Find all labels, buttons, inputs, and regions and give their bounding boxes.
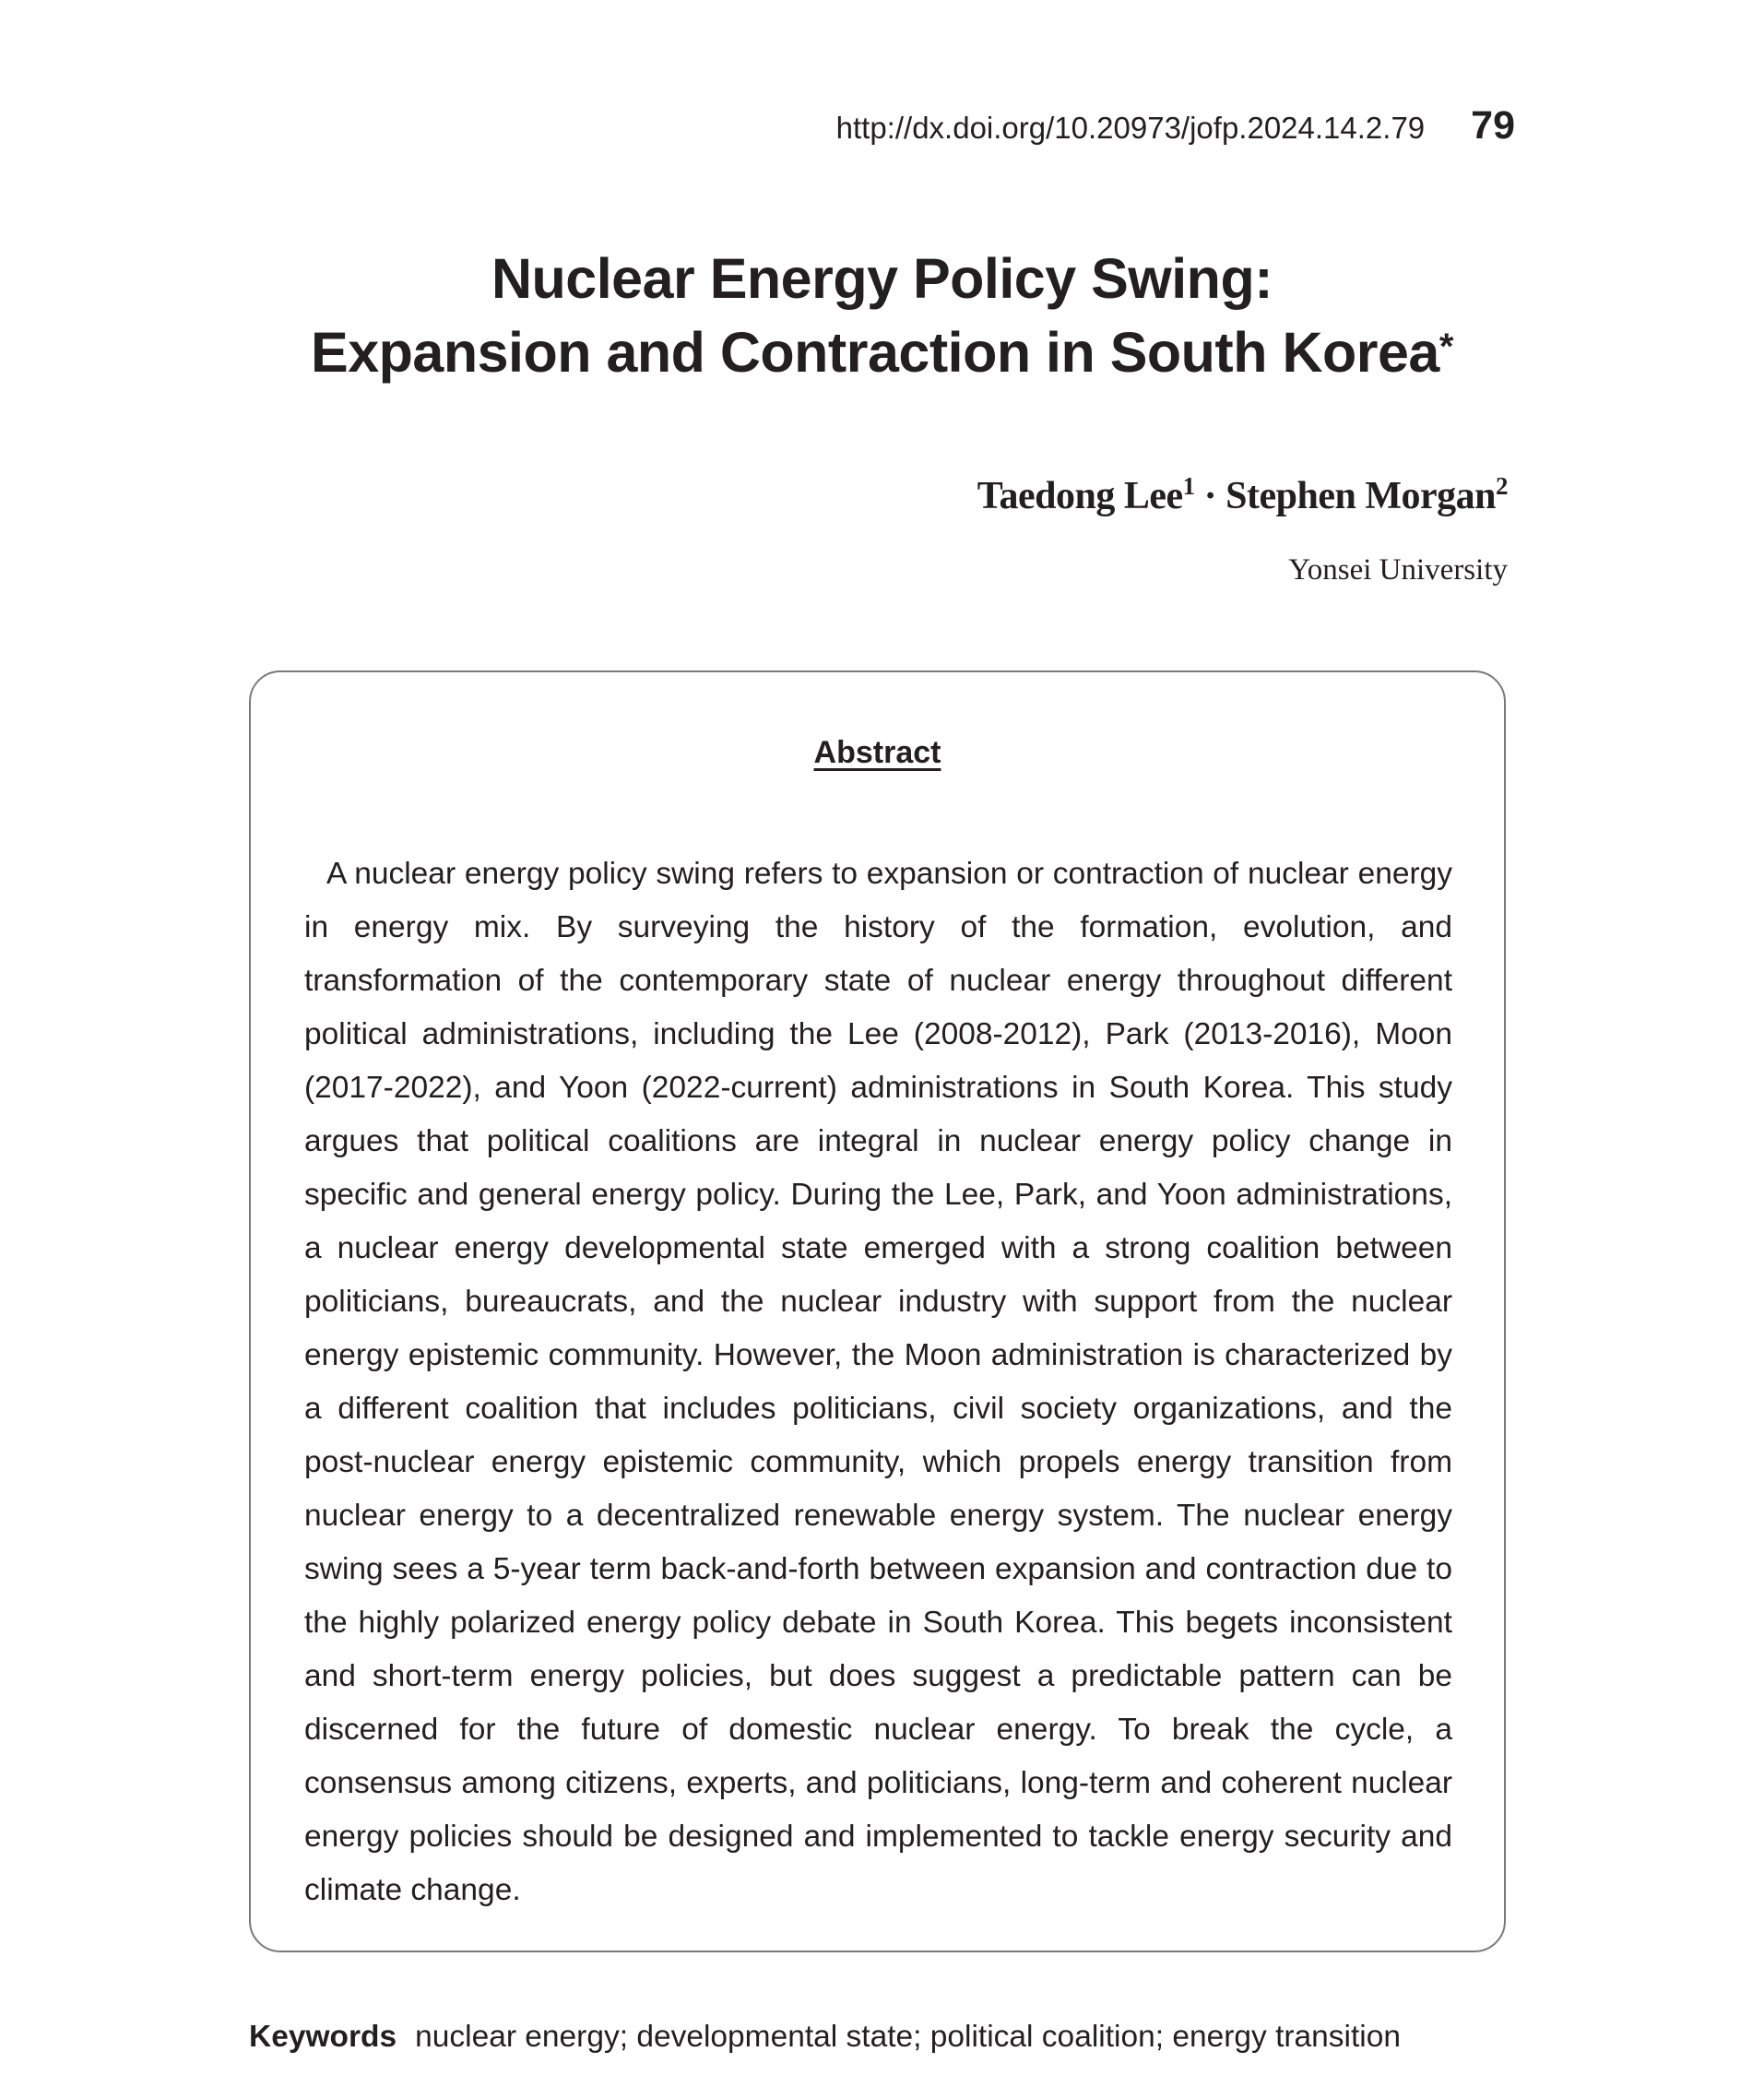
abstract-text: A nuclear energy policy swing refers to expansion or contraction of nuclear energy in energy mix. By surveying the history of the formation, evolution, and transformation of the contemporary state of nuclear energy throughout different political administrations, including the Lee (2008-2012), Park (2013-2016), Moon (2017-2022), and Yoon (2022-current) administrations in South Korea. This study argues that political coalitions are integral in nuclear energy policy change in specific and general energy policy. During the Lee, Park, and Yoon administrations, a nuclear energy developmental state emerged with a strong coalition between politicians, bureaucrats, and the nuclear industry with support from the nuclear energy epistemic community. However, the Moon administration is characterized by a different coalition that includes politicians, civil society organizations, and the post-nuclear energy epistemic community, which propels energy transition from nuclear energy to a decentralized renewable energy system. The nuclear energy swing sees a 5-year term back-and-forth between expansion and contraction due to the highly polarized energy policy debate in South Korea. This begets inconsistent and short-term energy policies, but does suggest a predictable pattern can be discerned for the future of domestic nuclear energy. To break the cycle, a consensus among citizens, experts, and politicians, long-term and coherent nuclear energy policies should be designed and implemented to tackle energy security and climate change. [304,857,1452,1907]
author-1: Taedong Lee [977,475,1183,517]
keywords [249,2020,1401,2055]
paper-title [0,242,1764,389]
affiliation: Yonsei University [1288,553,1508,587]
abstract-box [249,670,1506,1952]
abstract-heading: Abstract [813,735,941,770]
keywords-text: nuclear energy; developmental state; political coalition; energy transition [415,2020,1402,2054]
author-2-mark[interactable]: 2 [1496,472,1508,500]
page-header [836,103,1515,148]
keywords-label: Keywords [249,2020,397,2054]
title-line-2-text: Expansion and Contraction in South Korea [311,321,1439,384]
author-2: Stephen Morgan [1225,475,1496,517]
doi-link[interactable]: http://dx.doi.org/10.20973/jofp.2024.14.2.79 [835,111,1426,145]
page-number: 79 [1471,103,1515,148]
author-list [977,472,1508,518]
title-footnote-mark[interactable]: * [1438,326,1453,367]
author-separator: · [1194,475,1226,517]
title-line-2 [0,315,1764,389]
author-1-mark[interactable]: 1 [1182,472,1195,500]
title-line-1: Nuclear Energy Policy Swing: [491,247,1273,310]
